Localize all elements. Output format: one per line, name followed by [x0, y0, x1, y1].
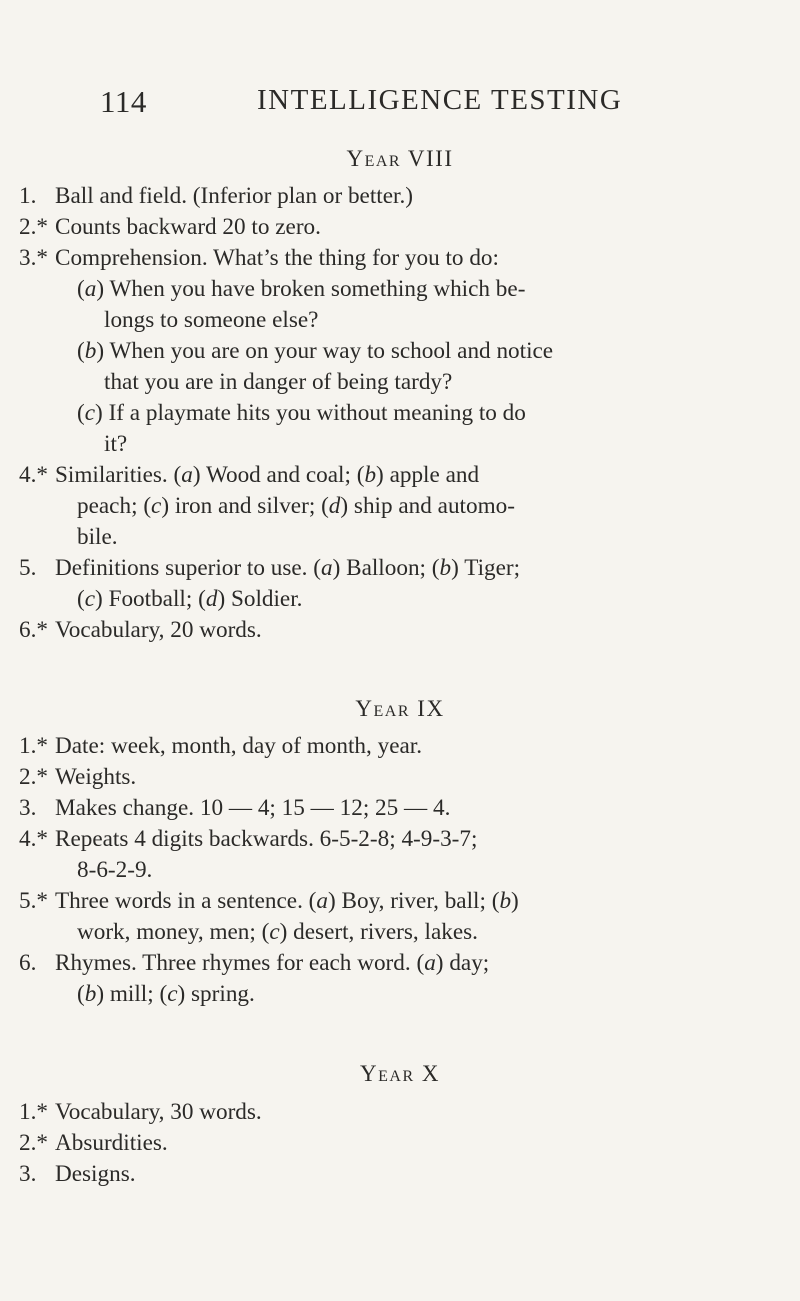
item-text: bile. [77, 524, 118, 550]
section-title-year-viii: Year VIII [346, 146, 454, 171]
item-number: 1. [19, 183, 37, 209]
item-number: 3.* [19, 245, 48, 271]
page-number: 114 [100, 84, 147, 119]
item-text: Absurdities. [55, 1130, 168, 1156]
item-text: Similarities. (a) Wood and coal; (b) apple and [55, 462, 480, 488]
item-number: 1.* [19, 1099, 48, 1125]
item-number: 3. [19, 795, 37, 821]
item-text: Ball and field. (Inferior plan or better.) [55, 183, 413, 209]
item-text: (a) When you have broken something which be- [77, 276, 526, 302]
item-text: Makes change. 10 — 4; 15 — 12; 25 — 4. [55, 795, 451, 821]
item-text: peach; (c) iron and silver; (d) ship and automo- [77, 493, 515, 519]
item-text: Repeats 4 digits backwards. 6-5-2-8; 4-9-3-7; [55, 826, 478, 852]
item-text: work, money, men; (c) desert, rivers, lakes. [77, 919, 478, 945]
item-text: Comprehension. What’s the thing for you to do: [55, 245, 499, 271]
item-number: 6. [19, 950, 37, 976]
item-text: Three words in a sentence. (a) Boy, river, ball; (b) [55, 888, 519, 914]
item-text: (b) mill; (c) spring. [77, 981, 255, 1007]
item-text: Vocabulary, 30 words. [55, 1099, 262, 1125]
item-text: (b) When you are on your way to school and notice [77, 338, 554, 364]
item-text: longs to someone else? [104, 307, 319, 333]
item-number: 5. [19, 555, 37, 581]
item-text: (c) Football; (d) Soldier. [77, 586, 303, 612]
item-number: 4.* [19, 462, 48, 488]
item-number: 2.* [19, 1130, 48, 1156]
item-text: Vocabulary, 20 words. [55, 617, 262, 643]
item-text: Counts backward 20 to zero. [55, 214, 321, 240]
item-number: 4.* [19, 826, 48, 852]
item-number: 2.* [19, 214, 48, 240]
item-text: Rhymes. Three rhymes for each word. (a) day; [55, 950, 490, 976]
item-text: (c) If a playmate hits you without meaning to do [77, 400, 526, 426]
item-text: it? [104, 431, 128, 457]
item-text: Date: week, month, day of month, year. [55, 733, 423, 759]
section-title-year-ix: Year IX [355, 696, 445, 721]
item-text: Designs. [55, 1161, 136, 1187]
item-number: 1.* [19, 733, 48, 759]
section-title-year-x: Year X [360, 1061, 440, 1086]
item-text: Definitions superior to use. (a) Balloon; (b) Tiger; [55, 555, 521, 581]
item-number: 6.* [19, 617, 48, 643]
item-number: 3. [19, 1161, 37, 1187]
running-title: INTELLIGENCE TESTING [257, 84, 623, 116]
item-text: that you are in danger of being tardy? [104, 369, 453, 395]
page-header [100, 84, 660, 124]
item-text: Weights. [55, 764, 137, 790]
item-text: 8-6-2-9. [77, 857, 153, 883]
item-number: 5.* [19, 888, 48, 914]
item-number: 2.* [19, 764, 48, 790]
